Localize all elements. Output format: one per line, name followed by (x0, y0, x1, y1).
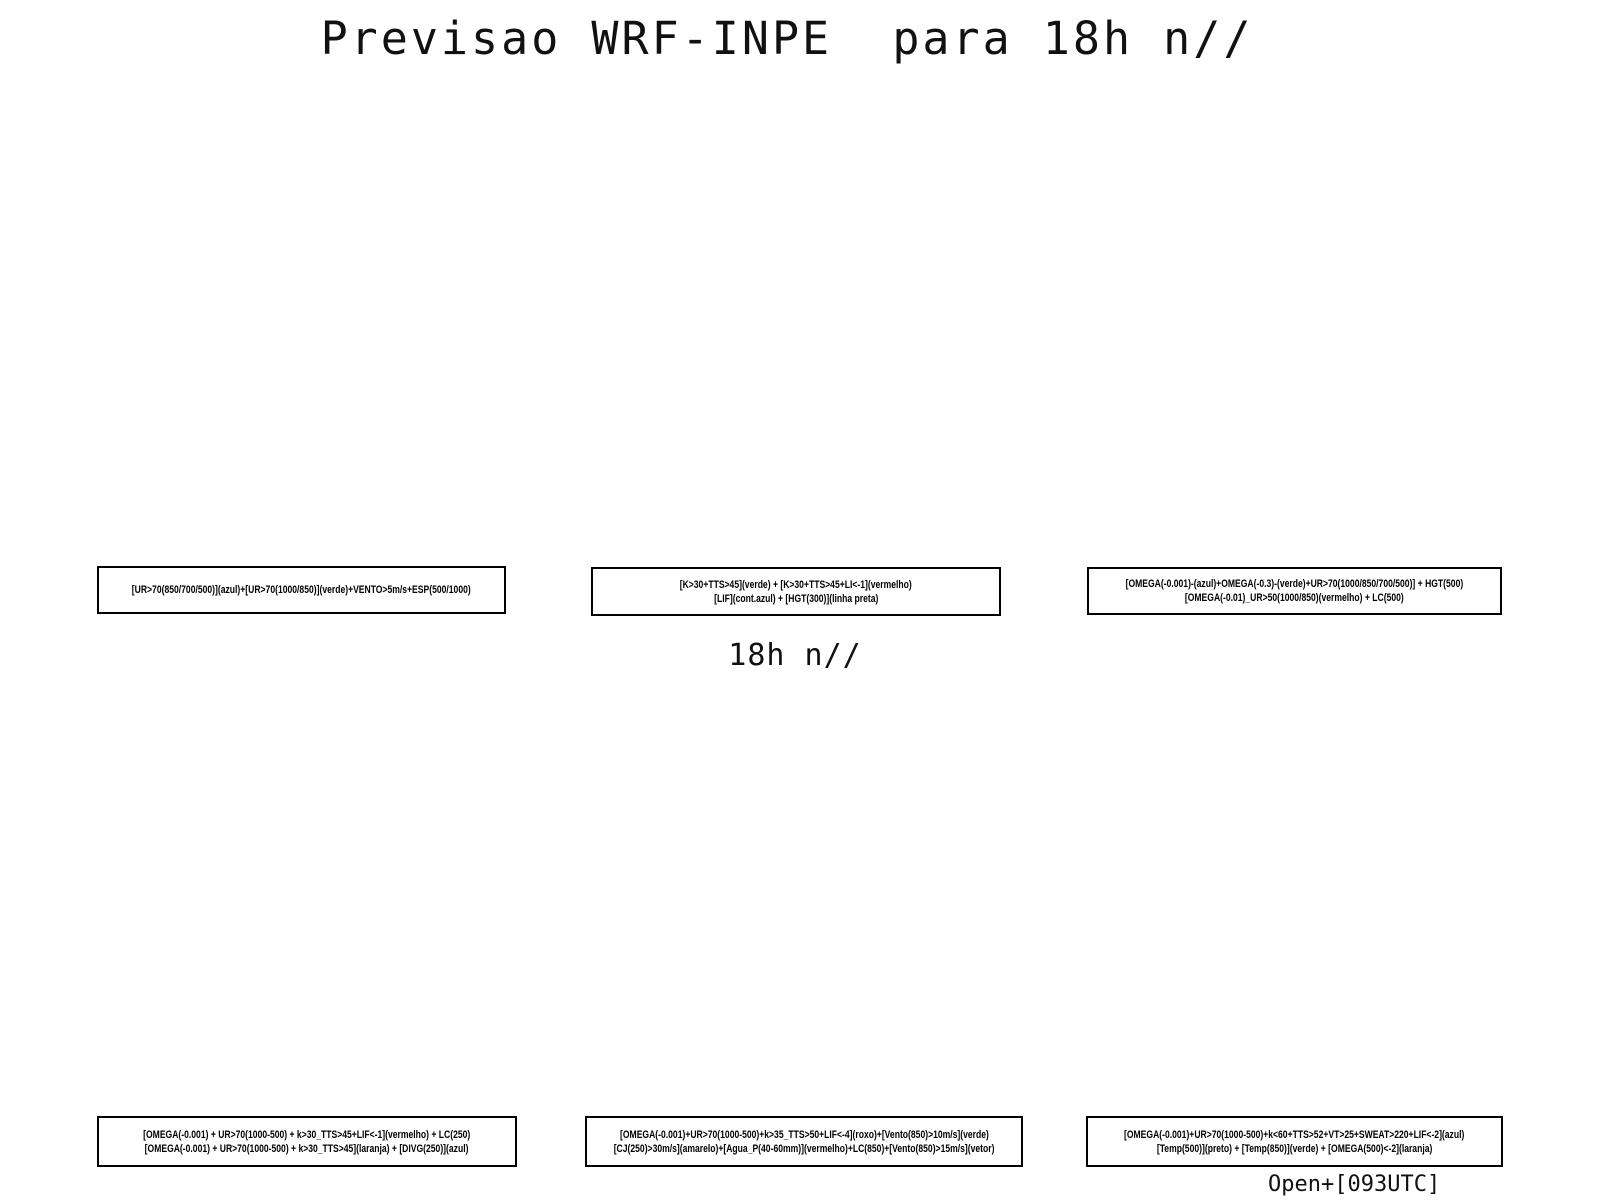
panel-label-bottom-right (1086, 1116, 1503, 1167)
panel-label-top-left (97, 566, 506, 614)
panel-label-line: [OMEGA(-0.001) + UR>70(1000-500) + k>30_TTS>45+LIF<-1](vermelho) + LC(250) (143, 1128, 471, 1141)
panel-label-line: [OMEGA(-0.001) + UR>70(1000-500) + k>30_TTS>45](laranja) + [DIVG(250)](azul) (145, 1142, 469, 1155)
page-title: Previsao WRF-INPE para 18h n// (320, 12, 1254, 65)
center-time-label: 18h n// (728, 638, 862, 673)
panel-label-line: [Temp(500)](preto) + [Temp(850)](verde) + [OMEGA(500)<-2](laranja) (1156, 1142, 1433, 1155)
open-utc-link[interactable]: Open+[093UTC] (1268, 1172, 1441, 1197)
panel-label-line: [CJ(250)>30m/s](amarelo)+[Agua_P(40-60mm)](vermelho)+LC(850)+[Vento(850)>15m/s](vetor) (613, 1142, 995, 1155)
panel-label-bottom-left (97, 1116, 517, 1167)
panel-label-top-right (1087, 567, 1502, 615)
panel-label-line: [UR>70(850/700/500)](azul)+[UR>70(1000/850)](verde)+VENTO>5m/s+ESP(500/1000) (132, 584, 471, 596)
panel-label-top-center (591, 567, 1001, 616)
panel-label-bottom-center (585, 1116, 1023, 1167)
panel-label-line: [OMEGA(-0.001)+UR>70(1000-500)+k>35_TTS>50+LIF<-4](roxo)+[Vento(850)>10m/s](verde) (619, 1128, 989, 1141)
panel-label-line: [OMEGA(-0.001)-(azul)+OMEGA(-0.3)-(verde)+UR>70(1000/850/700/500)] + HGT(500) (1125, 578, 1464, 590)
panel-label-line: [OMEGA(-0.01)_UR>50(1000/850)(vermelho) + LC(500) (1185, 592, 1404, 604)
panel-label-line: [LIF](cont.azul) + [HGT(300)](linha preta) (713, 592, 879, 605)
panel-label-line: [K>30+TTS>45](verde) + [K>30+TTS>45+LI<-1](vermelho) (679, 578, 913, 591)
panel-label-line: [OMEGA(-0.001)+UR>70(1000-500)+k<60+TTS>52+VT>25+SWEAT>220+LIF<-2](azul) (1124, 1128, 1465, 1141)
